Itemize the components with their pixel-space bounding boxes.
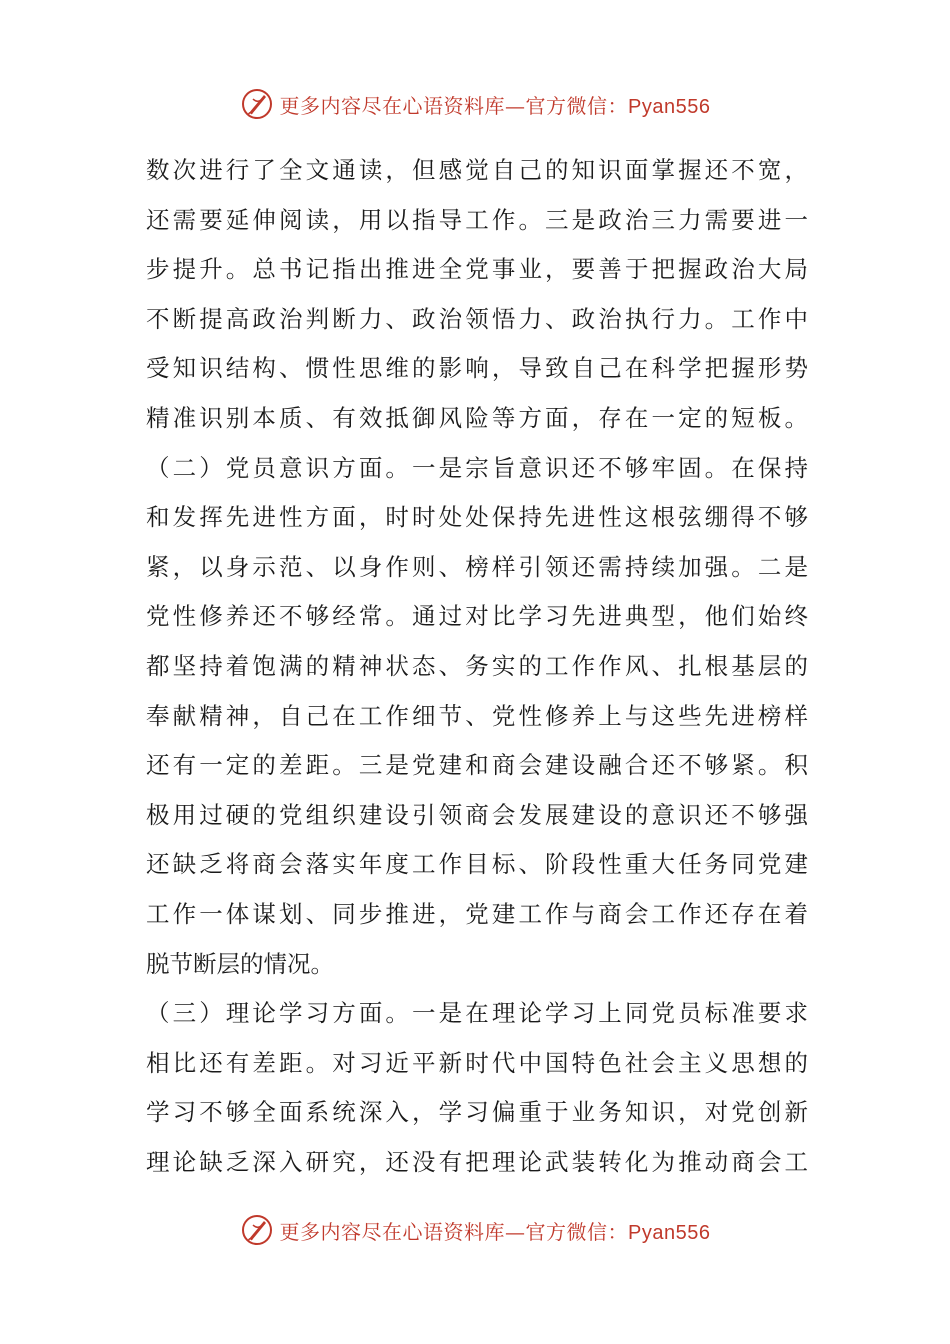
header-banner xyxy=(0,84,950,124)
text-line: 相比还有差距。对习近平新时代中国特色社会主义思想的 xyxy=(146,1048,808,1077)
quill-pen-logo-icon xyxy=(240,1213,274,1247)
text-line: 还需要延伸阅读，用以指导工作。三是政治三力需要进一 xyxy=(146,205,808,234)
header-wechat-id: Pyan556 xyxy=(628,95,711,118)
quill-pen-logo-icon xyxy=(240,87,274,121)
text-line: 脱节断层的情况。 xyxy=(146,949,334,978)
text-line: 紧，以身示范、以身作则、榜样引领还需持续加强。二是 xyxy=(146,552,808,581)
text-line: 还缺乏将商会落实年度工作目标、阶段性重大任务同党建 xyxy=(146,850,808,879)
footer-banner xyxy=(0,1210,950,1250)
text-line: 还有一定的差距。三是党建和商会建设融合还不够紧。积 xyxy=(146,751,808,780)
document-body xyxy=(146,146,808,1187)
footer-banner-text: 更多内容尽在心语资料库—官方微信：Pyan556 xyxy=(279,1219,711,1244)
header-banner-text: 更多内容尽在心语资料库—官方微信：Pyan556 xyxy=(279,93,711,118)
footer-banner-content xyxy=(240,1213,711,1247)
text-line: 步提升。总书记指出推进全党事业，要善于把握政治大局 xyxy=(146,255,808,284)
text-line: 学习不够全面系统深入，学习偏重于业务知识，对党创新 xyxy=(146,1098,808,1127)
text-line: 不断提高政治判断力、政治领悟力、政治执行力。工作中 xyxy=(146,304,808,333)
text-line: 党性修养还不够经常。通过对比学习先进典型，他们始终 xyxy=(146,602,808,631)
text-line: 工作一体谋划、同步推进，党建工作与商会工作还存在着 xyxy=(146,899,808,928)
text-line: 奉献精神，自己在工作细节、党性修养上与这些先进榜样 xyxy=(146,701,808,730)
footer-wechat-id: Pyan556 xyxy=(628,1221,711,1244)
text-line: （二）党员意识方面。一是宗旨意识还不够牢固。在保持 xyxy=(146,453,808,482)
text-line: 受知识结构、惯性思维的影响，导致自己在科学把握形势 xyxy=(146,354,808,383)
text-line: 理论缺乏深入研究，还没有把理论武装转化为推动商会工 xyxy=(146,1147,808,1176)
header-banner-content xyxy=(240,87,711,121)
text-line: 都坚持着饱满的精神状态、务实的工作作风、扎根基层的 xyxy=(146,651,808,680)
text-line: 精准识别本质、有效抵御风险等方面，存在一定的短板。 xyxy=(146,403,808,432)
text-line: 数次进行了全文通读，但感觉自己的知识面掌握还不宽， xyxy=(146,156,808,184)
text-line: （三）理论学习方面。一是在理论学习上同党员标准要求 xyxy=(146,999,808,1028)
text-line: 和发挥先进性方面，时时处处保持先进性这根弦绷得不够 xyxy=(146,503,808,532)
text-line: 极用过硬的党组织建设引领商会发展建设的意识还不够强 xyxy=(146,800,808,829)
